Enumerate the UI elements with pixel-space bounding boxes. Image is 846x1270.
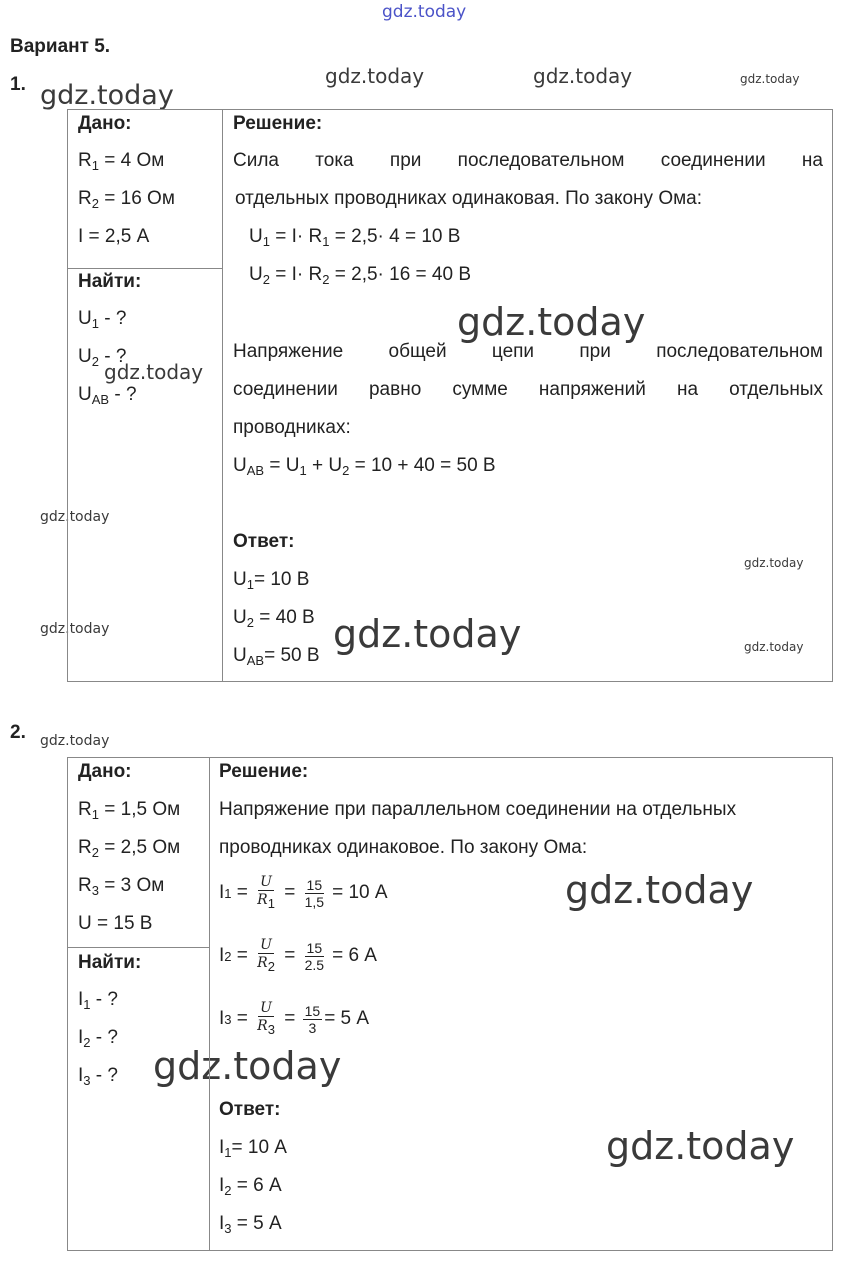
watermark: gdz.today [40, 80, 174, 111]
watermark: gdz.today [325, 64, 425, 88]
find-header: Найти: [78, 952, 142, 973]
solution-text: Напряжение при параллельном соединении на отдельных [219, 799, 737, 820]
answer-header: Ответ: [219, 1099, 281, 1120]
watermark: gdz.today [40, 733, 110, 749]
solution-text: Сила тока при последовательном соединении на [233, 150, 823, 171]
find-header: Найти: [78, 271, 142, 292]
task-number: 2. [10, 722, 26, 743]
formula: I 2 = $\frac{U}{R_2}$ = $\frac{15}{2.5}$ = 6 А [219, 937, 377, 974]
watermark: gdz.today [606, 1124, 795, 1168]
formula: I 3 = $\frac{U}{R_3}$ = $\frac{15}{3}$ = 5 А [219, 1000, 370, 1037]
answer-item: $I_3 = 5$ А [219, 1213, 282, 1236]
find-item: $I_1$ - ? [78, 989, 118, 1012]
given-header: Дано: [78, 761, 132, 782]
equation: $U_2 = I\cdot R_2 = 2,5\cdot 16 = 40$ В [249, 264, 472, 287]
watermark: gdz.today [40, 509, 110, 525]
answer-item: $U_1= 10$ В [233, 569, 310, 592]
solution-header: Решение: [219, 761, 309, 782]
watermark: gdz.today [104, 360, 204, 384]
watermark: gdz.today [565, 868, 754, 912]
watermark: gdz.today [333, 612, 522, 656]
find-item: $U_2$ - ? [78, 346, 127, 369]
given-item: $R_1 = 1,5$ Ом [78, 799, 181, 822]
equation: $U_{AB} = U_1 + U_2 = 10 + 40 = 50$ В [233, 455, 496, 478]
solution-text: Напряжение общей цепи при последовательном [233, 341, 823, 362]
solution-text: соединении равно сумме напряжений на отдельных [233, 379, 823, 400]
variant-title: Вариант 5. [10, 36, 111, 57]
answer-item: $U_2 = 40$ В [233, 607, 315, 630]
watermark: gdz.today [533, 64, 633, 88]
given-header: Дано: [78, 113, 132, 134]
row-divider [68, 947, 209, 948]
given-item: $R_2 = 16$ Ом [78, 188, 175, 211]
find-item: $I_2$ - ? [78, 1027, 118, 1050]
watermark: gdz.today [40, 621, 110, 637]
given-item: $R_3 = 3$ Ом [78, 875, 165, 898]
task-number: 1. [10, 74, 26, 95]
row-divider [68, 268, 222, 269]
given-item: U = 15 В [78, 913, 153, 934]
solution-text: отдельных проводниках одинаковая. По закону Ома: [235, 188, 703, 209]
find-item: $I_3$ - ? [78, 1065, 118, 1088]
formula: I 1 = $\frac{U}{R_1}$ = $\frac{15}{1,5}$ = 10 А [219, 874, 388, 911]
column-divider [222, 110, 223, 681]
watermark: gdz.today [744, 640, 804, 654]
watermark-top: gdz.today [382, 2, 467, 22]
watermark: gdz.today [744, 556, 804, 570]
solution-header: Решение: [233, 113, 323, 134]
equation: $U_1 = I\cdot R_1 = 2,5\cdot 4 = 10$ В [249, 226, 461, 249]
given-item: $R_2 = 2,5$ Ом [78, 837, 181, 860]
watermark: gdz.today [740, 72, 800, 86]
solution-text: проводниках: [233, 417, 351, 438]
answer-item: $U_{AB}= 50$ В [233, 645, 320, 668]
answer-item: $I_1= 10$ А [219, 1137, 287, 1160]
given-item: $R_1 = 4$ Ом [78, 150, 165, 173]
find-item: $U_{AB}$ - ? [78, 384, 137, 407]
given-item: I = 2,5 А [78, 226, 150, 247]
answer-header: Ответ: [233, 531, 295, 552]
task1-table [67, 109, 833, 682]
watermark: gdz.today [457, 300, 646, 344]
solution-text: проводниках одинаковое. По закону Ома: [219, 837, 588, 858]
answer-item: $I_2 = 6$ А [219, 1175, 282, 1198]
watermark: gdz.today [153, 1044, 342, 1088]
find-item: $U_1$ - ? [78, 308, 127, 331]
column-divider [209, 758, 210, 1250]
task2-table [67, 757, 833, 1251]
